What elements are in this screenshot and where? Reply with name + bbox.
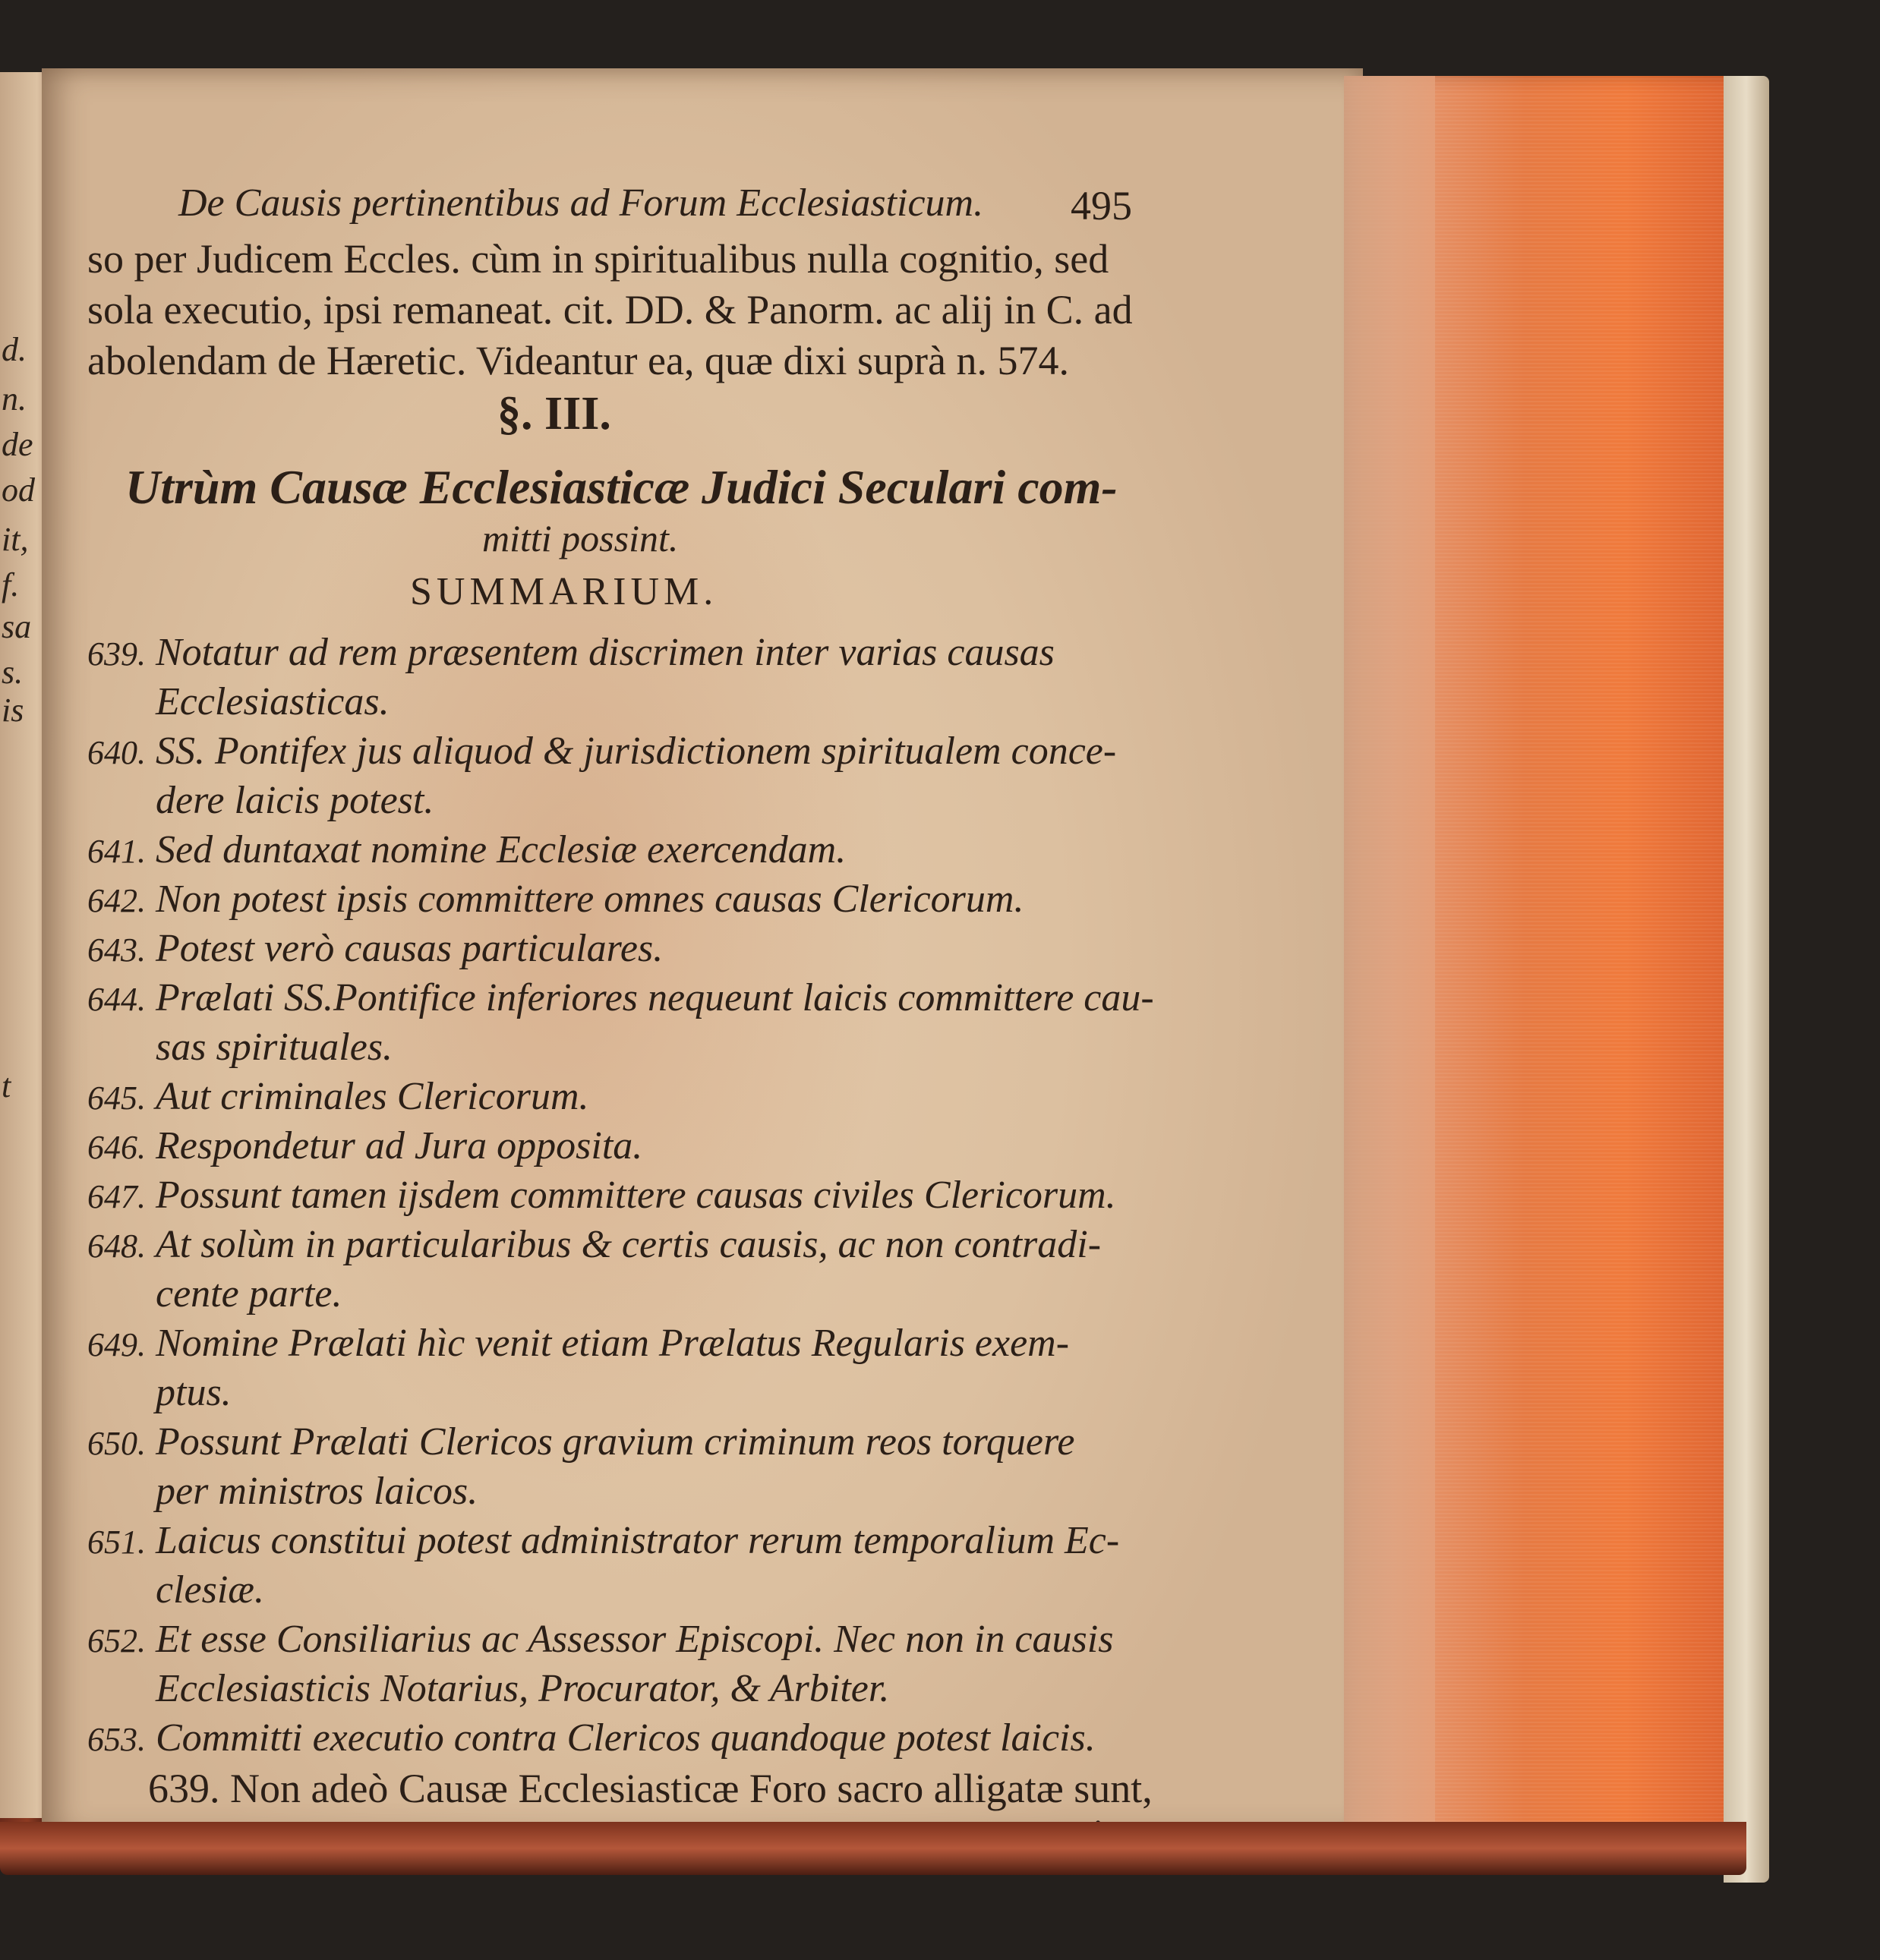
summary-entry — [87, 1123, 642, 1168]
entry-text: Aut criminales Clericorum. — [156, 1075, 589, 1118]
entry-text: Possunt Prælati Clericos gravium criminum reos torquere — [156, 1420, 1075, 1464]
entry-text: Notatur ad rem præsentem discrimen inter varias causas — [156, 631, 1055, 674]
summary-heading: SUMMARIUM. — [410, 570, 718, 613]
summary-entry — [87, 975, 1154, 1020]
entry-number: 650. — [87, 1425, 146, 1462]
book — [0, 53, 1769, 1928]
entry-number: 642. — [87, 882, 146, 919]
body-text-start: 639. Non adeò Causæ Ecclesiasticæ Foro sacro alligatæ sunt, — [148, 1766, 1153, 1811]
opening-line: sola executio, ipsi remaneat. cit. DD. & Panorm. ac alij in C. ad — [87, 287, 1133, 332]
entry-continuation: cente parte. — [156, 1272, 342, 1316]
opening-line: abolendam de Hæretic. Videantur ea, quæ dixi suprà n. 574. — [87, 338, 1069, 383]
bottom-cover-edge — [0, 1822, 1746, 1875]
left-page-fragment: od — [2, 471, 35, 509]
entry-continuation: per ministros laicos. — [156, 1470, 478, 1513]
summary-entry — [87, 1518, 1119, 1563]
summary-entry — [87, 1074, 589, 1119]
entry-text: Nomine Prælati hìc venit etiam Prælatus Regularis exem- — [156, 1322, 1070, 1365]
entry-text: Respondetur ad Jura opposita. — [156, 1124, 643, 1167]
entry-number: 643. — [87, 931, 146, 969]
entry-number: 649. — [87, 1326, 146, 1363]
left-page-fragment: sa — [2, 608, 32, 645]
entry-number: 652. — [87, 1622, 146, 1659]
left-page-fragment: de — [2, 426, 33, 463]
entry-text: SS. Pontifex jus aliquod & jurisdictionem spiritualem conce- — [156, 729, 1117, 773]
entry-continuation: Ecclesiasticas. — [156, 680, 390, 723]
summary-entry — [87, 877, 1024, 922]
entry-continuation: dere laicis potest. — [156, 779, 434, 822]
entry-number: 651. — [87, 1524, 146, 1561]
entry-number: 647. — [87, 1178, 146, 1215]
entry-text: Sed duntaxat nomine Ecclesiæ exercendam. — [156, 828, 847, 871]
summary-entry — [87, 1173, 1116, 1218]
entry-continuation: clesiæ. — [156, 1568, 264, 1612]
entry-number: 648. — [87, 1227, 146, 1265]
entry-text: Laicus constitui potest administrator rerum temporalium Ec- — [156, 1519, 1120, 1562]
entry-number: 653. — [87, 1721, 146, 1758]
opening-line: so per Judicem Eccles. cùm in spiritualibus nulla cognitio, sed — [87, 236, 1109, 282]
section-title-continuation: mitti possint. — [482, 517, 679, 559]
entry-text: Possunt tamen ijsdem committere causas civiles Clericorum. — [156, 1174, 1116, 1217]
entry-text: Et esse Consiliarius ac Assessor Episcopi. Nec non in causis — [156, 1618, 1114, 1661]
entry-text: Potest verò causas particulares. — [156, 927, 664, 970]
entry-continuation: sas spirituales. — [156, 1026, 393, 1069]
right-cover-edge — [1724, 76, 1769, 1883]
summary-entry — [87, 630, 1055, 675]
summary-entry — [87, 926, 663, 971]
summary-entry — [87, 1420, 1074, 1464]
entry-number: 645. — [87, 1079, 146, 1117]
left-page-fragment: it, — [2, 521, 29, 558]
summary-entry — [87, 1716, 1096, 1760]
left-page-fragment: t — [2, 1067, 11, 1104]
left-page-fragment: f. — [2, 566, 20, 603]
summary-entry — [87, 827, 846, 872]
section-mark: §. III. — [497, 388, 611, 440]
running-head-title: De Causis pertinentibus ad Forum Ecclesiasticum. — [178, 181, 984, 225]
entry-number: 641. — [87, 833, 146, 870]
right-page — [42, 68, 1363, 1837]
entry-text: Prælati SS.Pontifice inferiores nequeunt laicis committere cau- — [156, 976, 1154, 1019]
left-page-fragment: is — [2, 692, 24, 729]
summary-entry — [87, 1222, 1101, 1267]
summary-entry — [87, 729, 1116, 774]
entry-text: Committi executio contra Clericos quandoque potest laicis. — [156, 1716, 1096, 1760]
page-block-shadow — [1344, 76, 1435, 1867]
entry-number: 639. — [87, 635, 146, 673]
page-number: 495 — [1071, 183, 1132, 228]
left-page-fragment: s. — [2, 654, 24, 691]
entry-text: Non potest ipsis committere omnes causas Clericorum. — [156, 878, 1024, 921]
summary-entry — [87, 1321, 1069, 1366]
left-page-fragment: d. — [2, 331, 27, 368]
entry-number: 644. — [87, 981, 146, 1018]
entry-continuation: ptus. — [156, 1371, 232, 1414]
summary-entry — [87, 1617, 1113, 1662]
left-page-fragment: n. — [2, 380, 27, 418]
entry-continuation: Ecclesiasticis Notarius, Procurator, & Arbiter. — [156, 1667, 890, 1710]
section-title: Utrùm Causæ Ecclesiasticæ Judici Seculari com- — [125, 460, 1118, 514]
entry-number: 640. — [87, 734, 146, 771]
entry-number: 646. — [87, 1129, 146, 1166]
entry-text: At solùm in particularibus & certis causis, ac non contradi- — [156, 1223, 1102, 1266]
